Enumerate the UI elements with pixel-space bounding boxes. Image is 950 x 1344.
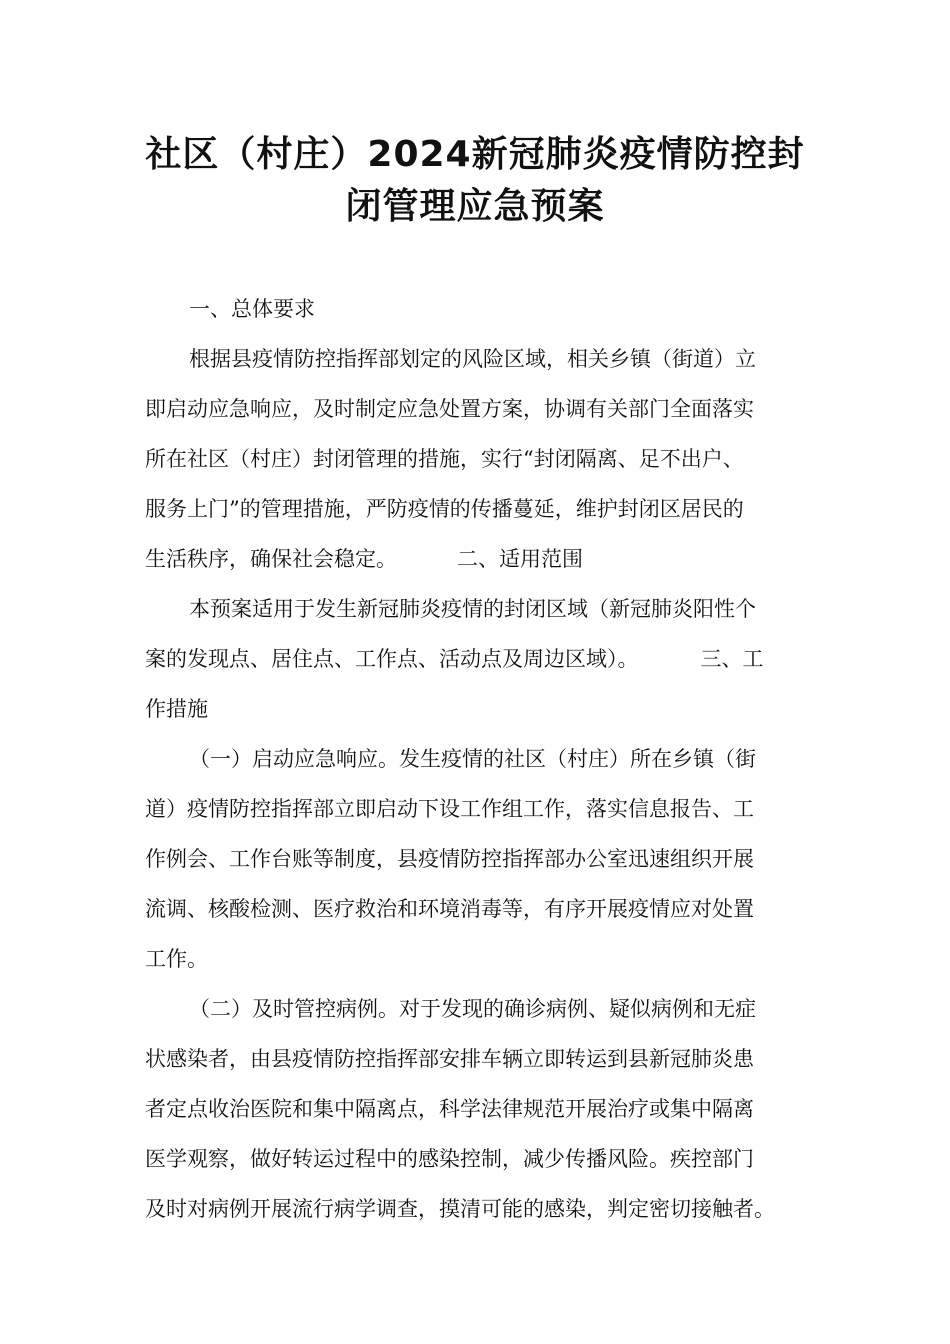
paragraph-text: 医学观察，做好转运过程中的感染控制，减少传播风险。疾控部门 bbox=[145, 1147, 754, 1171]
document-title-line-2: 闭管理应急预案 bbox=[345, 186, 605, 227]
paragraph-text: 作例会、工作台账等制度，县疫情防控指挥部办公室迅速组织开展 bbox=[145, 847, 754, 871]
section-heading-text: 作措施 bbox=[145, 697, 208, 721]
paragraph-text: （一）启动应急响应。发生疫情的社区（村庄）所在乡镇（街 bbox=[189, 747, 756, 771]
paragraph-line bbox=[145, 834, 810, 884]
paragraph-text: 案的发现点、居住点、工作点、活动点及周边区域）。 bbox=[145, 647, 639, 671]
paragraph-line bbox=[145, 684, 810, 734]
paragraph-line bbox=[145, 434, 810, 484]
paragraph-text: 者定点收治医院和集中隔离点，科学法律规范开展治疗或集中隔离 bbox=[145, 1097, 754, 1121]
paragraph-line bbox=[145, 1084, 810, 1134]
paragraph-text: 流调、核酸检测、医疗救治和环境消毒等，有序开展疫情应对处置 bbox=[145, 897, 754, 921]
paragraph-line bbox=[145, 1034, 810, 1084]
paragraph-text: 生活秩序，确保社会稳定。 bbox=[145, 547, 397, 571]
paragraph-line bbox=[145, 534, 810, 584]
inline-gap bbox=[639, 634, 701, 684]
section-heading-text: 二、适用范围 bbox=[457, 547, 583, 571]
paragraph-line bbox=[145, 784, 810, 834]
paragraph-text: 本预案适用于发生新冠肺炎疫情的封闭区域（新冠肺炎阳性个 bbox=[189, 597, 756, 621]
section-heading-text: 一、总体要求 bbox=[189, 297, 315, 321]
paragraph-line bbox=[145, 1184, 810, 1234]
paragraph-line bbox=[145, 334, 810, 384]
paragraph-line bbox=[145, 384, 810, 434]
paragraph-line bbox=[145, 1134, 810, 1184]
paragraph-text: （二）及时管控病例。对于发现的确诊病例、疑似病例和无症 bbox=[189, 997, 756, 1021]
paragraph-line bbox=[145, 584, 810, 634]
paragraph-line bbox=[145, 734, 810, 784]
paragraph-line bbox=[145, 984, 810, 1034]
section-heading-text: 三、工 bbox=[700, 647, 764, 671]
document-title-line-1: 社区（村庄）2024新冠肺炎疫情防控封 bbox=[145, 134, 805, 175]
section-heading bbox=[145, 284, 810, 334]
paragraph-text: 所在社区（村庄）封闭管理的措施，实行“封闭隔离、足不出户、 bbox=[145, 447, 744, 471]
paragraph-text: 根据县疫情防控指挥部划定的风险区域，相关乡镇（街道）立 bbox=[189, 347, 756, 371]
paragraph-text: 工作。 bbox=[145, 947, 208, 971]
paragraph-text: 道）疫情防控指挥部立即启动下设工作组工作，落实信息报告、工 bbox=[145, 797, 754, 821]
paragraph-text: 及时对病例开展流行病学调查，摸清可能的感染，判定密切接触者。 bbox=[145, 1197, 775, 1221]
paragraph-line bbox=[145, 884, 810, 934]
paragraph-text: 即启动应急响应，及时制定应急处置方案，协调有关部门全面落实 bbox=[145, 397, 754, 421]
inline-gap bbox=[397, 534, 457, 584]
document-body bbox=[145, 284, 810, 1234]
paragraph-line bbox=[145, 934, 810, 984]
paragraph-line bbox=[145, 634, 810, 684]
paragraph-line bbox=[145, 484, 810, 534]
paragraph-text: 服务上门”的管理措施，严防疫情的传播蔓延，维护封闭区居民的 bbox=[145, 497, 744, 521]
paragraph-text: 状感染者，由县疫情防控指挥部安排车辆立即转运到县新冠肺炎患 bbox=[145, 1047, 754, 1071]
